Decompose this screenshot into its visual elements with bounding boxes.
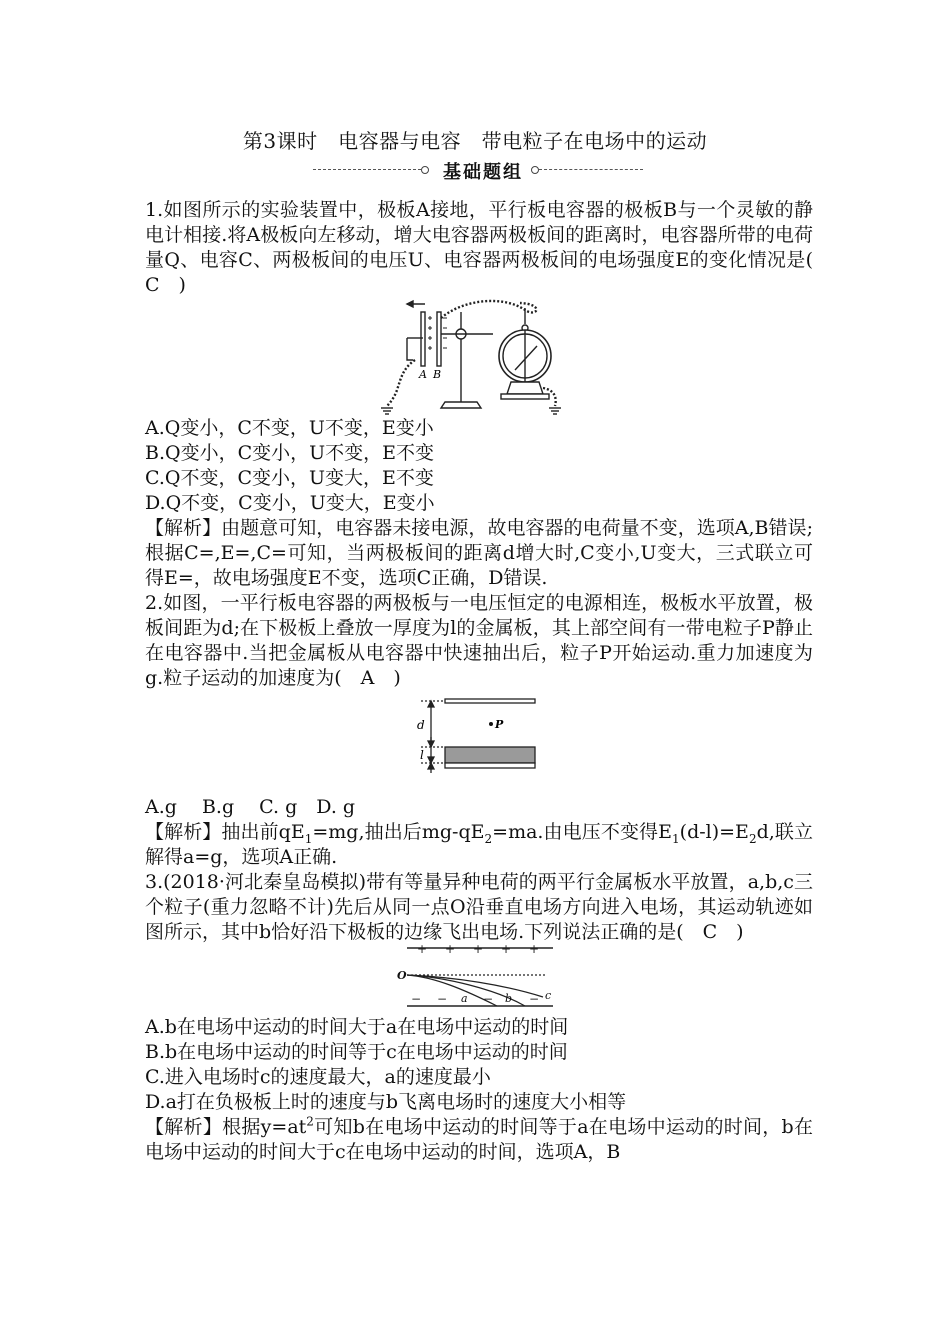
section-heading <box>313 158 643 183</box>
electrometer-apparatus-diagram <box>145 298 813 416</box>
q1-option-b: B.Q变小，C变小，U不变，E不变 <box>145 442 434 464</box>
label-d: d <box>417 718 425 732</box>
q1-option-d: D.Q不变，C变小，U变大，E变小 <box>145 492 435 514</box>
particle-trajectory-diagram <box>145 945 813 1015</box>
label-c: c <box>545 989 552 1002</box>
label-a: A <box>419 368 427 381</box>
q3-option-d: D.a打在负极板上时的速度与b飞离电场时的速度大小相等 <box>145 1091 627 1113</box>
analysis-tag: 【解析】 <box>145 517 222 539</box>
label-o: O <box>397 969 407 982</box>
q3-analysis <box>145 1115 813 1165</box>
arrow-head <box>407 301 413 307</box>
lower-plate <box>445 763 535 768</box>
q2-figure <box>145 691 813 795</box>
divider-right <box>539 169 643 170</box>
capacitor-metal-plate-diagram <box>145 691 813 795</box>
q1-option-c: C.Q不变，C变小，U变大，E不变 <box>145 467 434 489</box>
analysis-part: 可知b在电场中运动的时间等于a在电场中运动的时间，b在电场中运动的时间大于c在电场中运动的时间，选项A，B <box>145 1116 813 1163</box>
analysis-part: 抽出前qE <box>221 821 305 843</box>
label-b: b <box>505 992 513 1005</box>
q2-stem: 2.如图，一平行板电容器的两极板与一电压恒定的电源相连，极板水平放置，极板间距为d;在下极板上叠放一厚度为l的金属板，其上部空间有一带电粒子P静止在电容器中.当把金属板从电容器中快速抽出后，粒子P开始运动.重力加速度为g.粒子运动的加速度为( A ) <box>145 592 813 689</box>
subscript: 1 <box>304 831 313 846</box>
coil-wire <box>441 301 536 318</box>
q2-analysis <box>145 820 813 870</box>
plate-b <box>437 312 441 366</box>
q1-analysis-text: 由题意可知，电容器未接电源，故电容器的电荷量不变，选项A,B错误;根据C=,E=,C=可知，当两极板间的距离d增大时,C变小,U变大，三式联立可得E=，故电场强度E不变，选项C正确，D错误. <box>145 517 813 589</box>
divider-dot-right <box>531 166 539 174</box>
analysis-tag: 【解析】 <box>145 821 222 843</box>
label-a: a <box>461 992 468 1005</box>
plus-sign: + <box>501 945 512 956</box>
plus-sign: + <box>529 945 540 956</box>
q1-option-a: A.Q变小，C不变，U不变，E变小 <box>145 417 434 439</box>
subscript: 2 <box>484 831 493 846</box>
label-b: B <box>433 368 442 381</box>
minus-sign: − <box>411 992 422 1006</box>
question-list <box>145 198 833 1165</box>
ground-wire-a <box>387 360 415 406</box>
plus-sign: + <box>445 945 456 956</box>
q1-stem: 1.如图所示的实验装置中，极板A接地，平行板电容器的极板B与一个灵敏的静电计相接.将A极板向左移动，增大电容器两极板间的距离时，电容器所带的电荷量Q、电容C、两极板间的电压U、电容器两极板间的电场强度E的变化情况是( C ) <box>145 199 833 296</box>
analysis-part: =mg,抽出后mg-qE <box>312 821 485 843</box>
minus-sign: − <box>529 992 540 1006</box>
plate-a <box>421 312 425 366</box>
q3-stem: 3.(2018·河北秦皇岛模拟)带有等量异种电荷的两平行金属板水平放置，a,b,c三个粒子(重力忽略不计)先后从同一点O沿垂直电场方向进入电场，其运动轨迹如图所示，其中b恰好沿下极板的边缘飞出电场.下列说法正确的是( C ) <box>145 871 813 943</box>
analysis-part: =ma.由电压不变得E <box>492 821 673 843</box>
section-label: 基础题组 <box>443 162 523 183</box>
divider-dot-left <box>421 166 429 174</box>
label-p: P <box>495 718 504 731</box>
q3-option-b: B.b在电场中运动的时间等于c在电场中运动的时间 <box>145 1041 568 1063</box>
metal-slab <box>445 747 535 763</box>
minus-sign: − <box>483 992 494 1006</box>
superscript: 2 <box>306 1114 314 1129</box>
stand-base <box>441 402 481 408</box>
analysis-tag: 【解析】 <box>145 1116 223 1138</box>
q2-options: A.g B.g C. g D. g <box>145 796 356 818</box>
plus-sign: + <box>473 945 484 956</box>
q3-figure <box>145 945 813 1015</box>
analysis-part: (d-l)=E <box>679 821 749 843</box>
q3-option-a: A.b在电场中运动的时间大于a在电场中运动的时间 <box>145 1016 569 1038</box>
subscript: 1 <box>672 831 680 846</box>
page-title: 第3课时 电容器与电容 带电粒子在电场中的运动 <box>242 129 708 153</box>
label-l: l <box>420 748 424 762</box>
q3-option-c: C.进入电场时c的速度最大，a的速度最小 <box>145 1066 491 1088</box>
electrometer-base <box>507 382 543 394</box>
particle-p <box>489 722 493 726</box>
analysis-part: d,联立解得a=g，选项A正确. <box>145 821 813 868</box>
divider-left <box>313 169 421 170</box>
analysis-part: 根据y=at <box>222 1116 307 1138</box>
subscript: 2 <box>748 831 757 846</box>
q1-analysis <box>145 516 813 591</box>
q1-figure <box>145 298 813 416</box>
minus-sign: − <box>437 992 448 1006</box>
upper-plate <box>445 699 535 703</box>
plus-sign: + <box>417 945 428 956</box>
